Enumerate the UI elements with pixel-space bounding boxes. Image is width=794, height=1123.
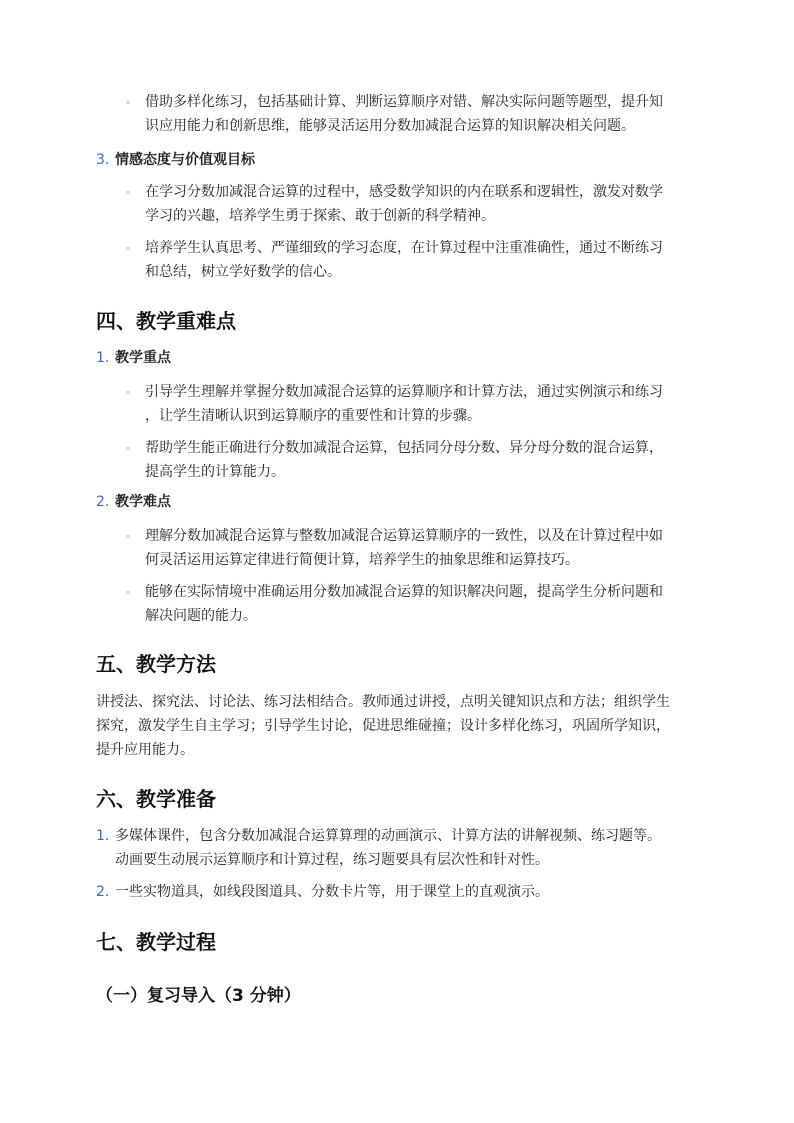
list-item-text: 一些实物道具，如线段图道具、分数卡片等，用于课堂上的直观演示。: [115, 884, 549, 900]
bullet-icon: ◦: [125, 188, 131, 199]
list-heading: 教学重点: [115, 350, 171, 366]
list-number: 2.: [96, 884, 110, 900]
bullet-text: 在学习分数加减混合运算的过程中，感受数学知识的内在联系和逻辑性，激发对数学 学习的兴趣，培养学生勇于探索、敢于创新的科学精神。: [145, 184, 663, 224]
bullet-text: 理解分数加减混合运算与整数加减混合运算运算顺序的一致性，以及在计算过程中如 何灵活运用运算定律进行简便计算，培养学生的抽象思维和运算技巧。: [145, 528, 663, 568]
section-heading: 四、教学重难点: [96, 309, 236, 333]
section-heading: 七、教学过程: [96, 930, 216, 954]
bullet-icon: ◦: [125, 98, 131, 109]
bullet-icon: ◦: [125, 532, 131, 543]
bullet-text: 帮助学生能正确进行分数加减混合运算，包括同分母分数、异分母分数的混合运算， 提高学生的计算能力。: [145, 440, 663, 480]
bullet-icon: ◦: [125, 388, 131, 399]
list-item-text: 多媒体课件，包含分数加减混合运算算理的动画演示、计算方法的讲解视频、练习题等。 动画要生动展示运算顺序和计算过程，练习题要具有层次性和针对性。: [115, 828, 661, 868]
list-heading: 教学难点: [115, 494, 171, 510]
list-number: 2.: [96, 494, 110, 510]
bullet-icon: ◦: [125, 588, 131, 599]
bullet-text: 能够在实际情境中准确运用分数加减混合运算的知识解决问题，提高学生分析问题和 解决问题的能力。: [145, 584, 663, 624]
section-heading: 六、教学准备: [96, 787, 216, 811]
bullet-text: 借助多样化练习，包括基础计算、判断运算顺序对错、解决实际问题等题型，提升知 识应用能力和创新思维，能够灵活运用分数加减混合运算的知识解决相关问题。: [145, 94, 663, 134]
bullet-icon: ◦: [125, 244, 131, 255]
paragraph: 讲授法、探究法、讨论法、练习法相结合。教师通过讲授，点明关键知识点和方法；组织学生 探究，激发学生自主学习；引导学生讨论，促进思维碰撞；设计多样化练习，巩固所学知识， 提升应用能力。: [96, 694, 670, 758]
subsection-heading: （一）复习导入（3 分钟）: [96, 986, 301, 1006]
list-number: 1.: [96, 350, 110, 366]
bullet-text: 引导学生理解并掌握分数加减混合运算的运算顺序和计算方法，通过实例演示和练习 ，让学生清晰认识到运算顺序的重要性和计算的步骤。: [145, 384, 663, 424]
list-number: 3.: [96, 152, 110, 168]
bullet-icon: ◦: [125, 444, 131, 455]
list-heading: 情感态度与价值观目标: [115, 152, 255, 168]
section-heading: 五、教学方法: [96, 652, 216, 676]
bullet-text: 培养学生认真思考、严谨细致的学习态度，在计算过程中注重准确性，通过不断练习 和总结，树立学好数学的信心。: [145, 240, 663, 280]
list-number: 1.: [96, 828, 110, 844]
